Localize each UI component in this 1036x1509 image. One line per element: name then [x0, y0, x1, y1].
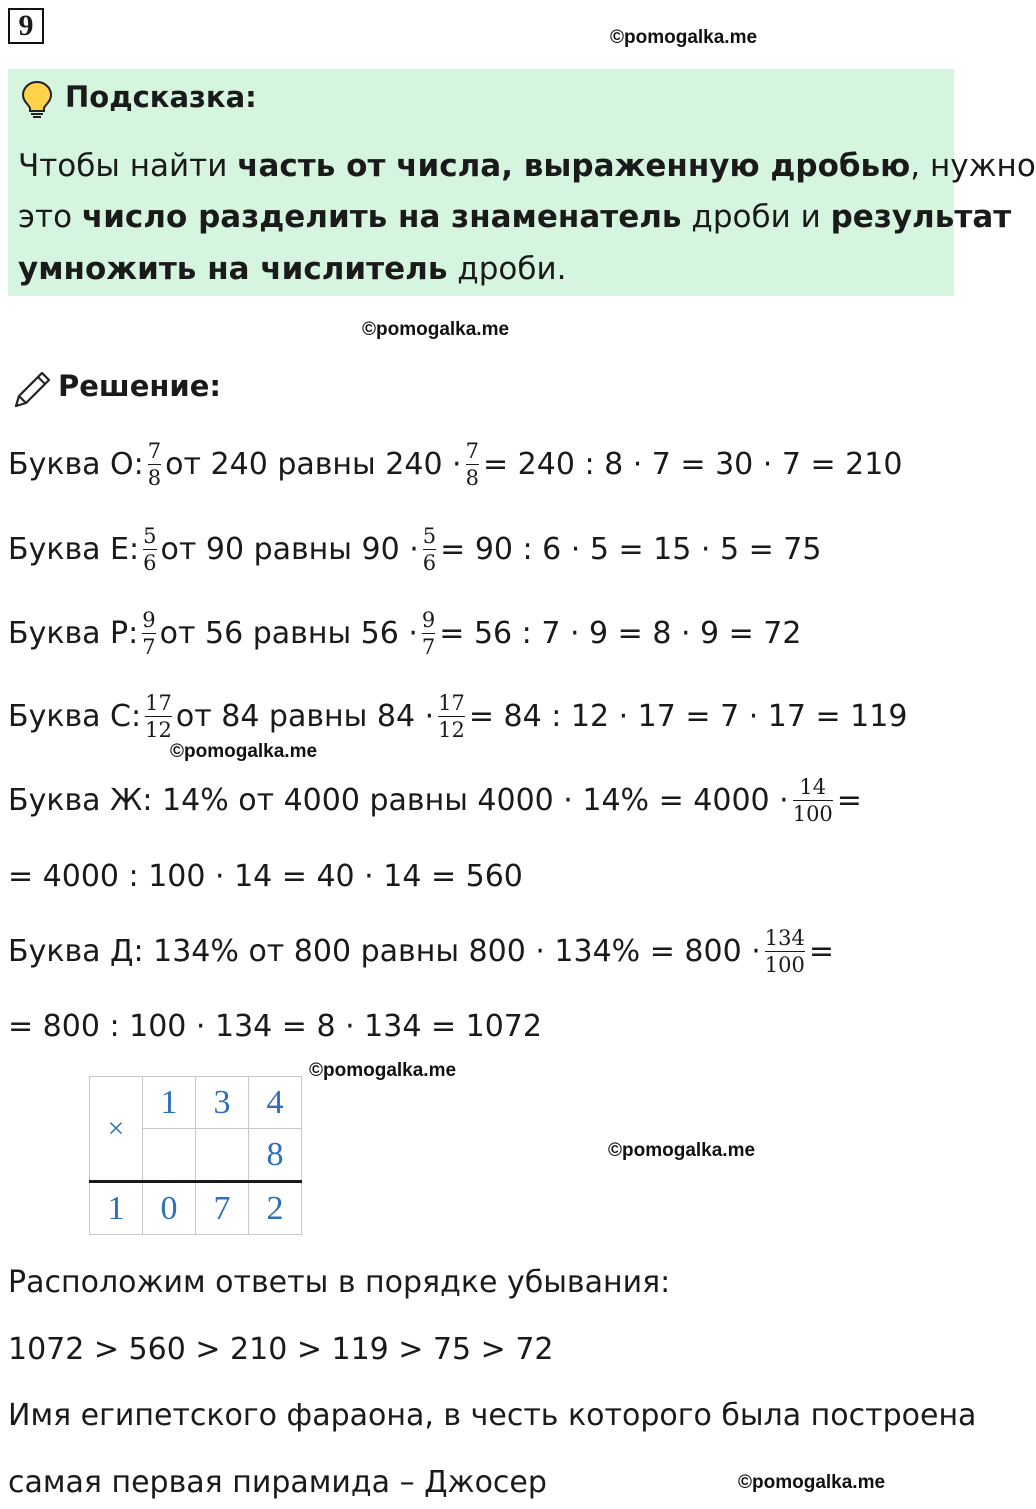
digit-cell: 1: [90, 1182, 143, 1235]
hint-line-2: это число разделить на знаменатель дроби и результат: [18, 199, 1012, 235]
order-sequence: 1072 > 560 > 210 > 119 > 75 > 72: [8, 1332, 554, 1367]
answer-line-2: самая первая пирамида – Джосер: [8, 1465, 547, 1500]
digit-cell: 8: [249, 1129, 302, 1182]
solution-row-s: Буква С: $\frac{17}{12}$ от 84 равны 84 · $\frac{17}{12}$ = 84 : 12 · 17 = 7 · 17 = 119: [8, 690, 908, 742]
hint-title: Подсказка:: [65, 80, 257, 114]
watermark: ©pomogalka.me: [170, 741, 318, 762]
solution-row-zh-cont: = 4000 : 100 · 14 = 40 · 14 = 560: [8, 858, 523, 894]
multiply-sign: ×: [90, 1077, 143, 1182]
digit-cell: 3: [196, 1077, 249, 1129]
column-multiplication: [89, 1076, 302, 1235]
watermark: ©pomogalka.me: [610, 27, 758, 48]
watermark: ©pomogalka.me: [738, 1472, 886, 1493]
fraction: $\frac{17}{12}$: [145, 690, 172, 742]
solution-row-e: Буква Е: $\frac{5}{6}$ от 90 равны 90 · $\frac{5}{6}$ = 90 : 6 · 5 = 15 · 5 = 75: [8, 523, 822, 575]
fraction: $\frac{14}{100}$: [792, 774, 833, 826]
lightbulb-icon: [20, 80, 54, 120]
fraction: $\frac{9}{7}$: [421, 607, 436, 659]
digit-cell: 0: [143, 1182, 196, 1235]
solution-row-d: Буква Д: 134% от 800 равны 800 · 134% = 800 · $\frac{134}{100}$ =: [8, 925, 834, 977]
task-number: 9: [8, 8, 44, 44]
fraction: $\frac{17}{12}$: [438, 690, 465, 742]
pencil-icon: [10, 368, 54, 412]
digit-cell: 1: [143, 1077, 196, 1129]
fraction: $\frac{9}{7}$: [142, 607, 156, 659]
digit-cell: 4: [249, 1077, 302, 1129]
fraction: $\frac{7}{8}$: [147, 438, 162, 490]
solution-title: Решение:: [58, 369, 222, 403]
digit-cell: 2: [249, 1182, 302, 1235]
fraction: $\frac{134}{100}$: [764, 925, 805, 977]
solution-row-o: Буква О: $\frac{7}{8}$ от 240 равны 240 · $\frac{7}{8}$ = 240 : 8 · 7 = 30 · 7 = 210: [8, 438, 903, 490]
digit-cell: 7: [196, 1182, 249, 1235]
hint-line-3: умножить на числитель дроби.: [18, 251, 567, 287]
digit-cell: [143, 1129, 196, 1182]
fraction: $\frac{7}{8}$: [465, 438, 479, 490]
watermark: ©pomogalka.me: [309, 1060, 457, 1081]
order-title: Расположим ответы в порядке убывания:: [8, 1265, 671, 1300]
fraction: $\frac{5}{6}$: [422, 523, 437, 575]
solution-row-zh: Буква Ж: 14% от 4000 равны 4000 · 14% = 4000 · $\frac{14}{100}$ =: [8, 774, 862, 826]
watermark: ©pomogalka.me: [608, 1140, 756, 1161]
hint-line-1: Чтобы найти часть от числа, выраженную дробью, нужно: [18, 148, 1036, 184]
answer-line-1: Имя египетского фараона, в честь которого была построена: [8, 1398, 977, 1433]
watermark: ©pomogalka.me: [362, 319, 510, 340]
digit-cell: [196, 1129, 249, 1182]
solution-row-d-cont: = 800 : 100 · 134 = 8 · 134 = 1072: [8, 1008, 542, 1044]
fraction: $\frac{5}{6}$: [143, 523, 157, 575]
solution-row-r: Буква Р: $\frac{9}{7}$ от 56 равны 56 · $\frac{9}{7}$ = 56 : 7 · 9 = 8 · 9 = 72: [8, 607, 802, 659]
